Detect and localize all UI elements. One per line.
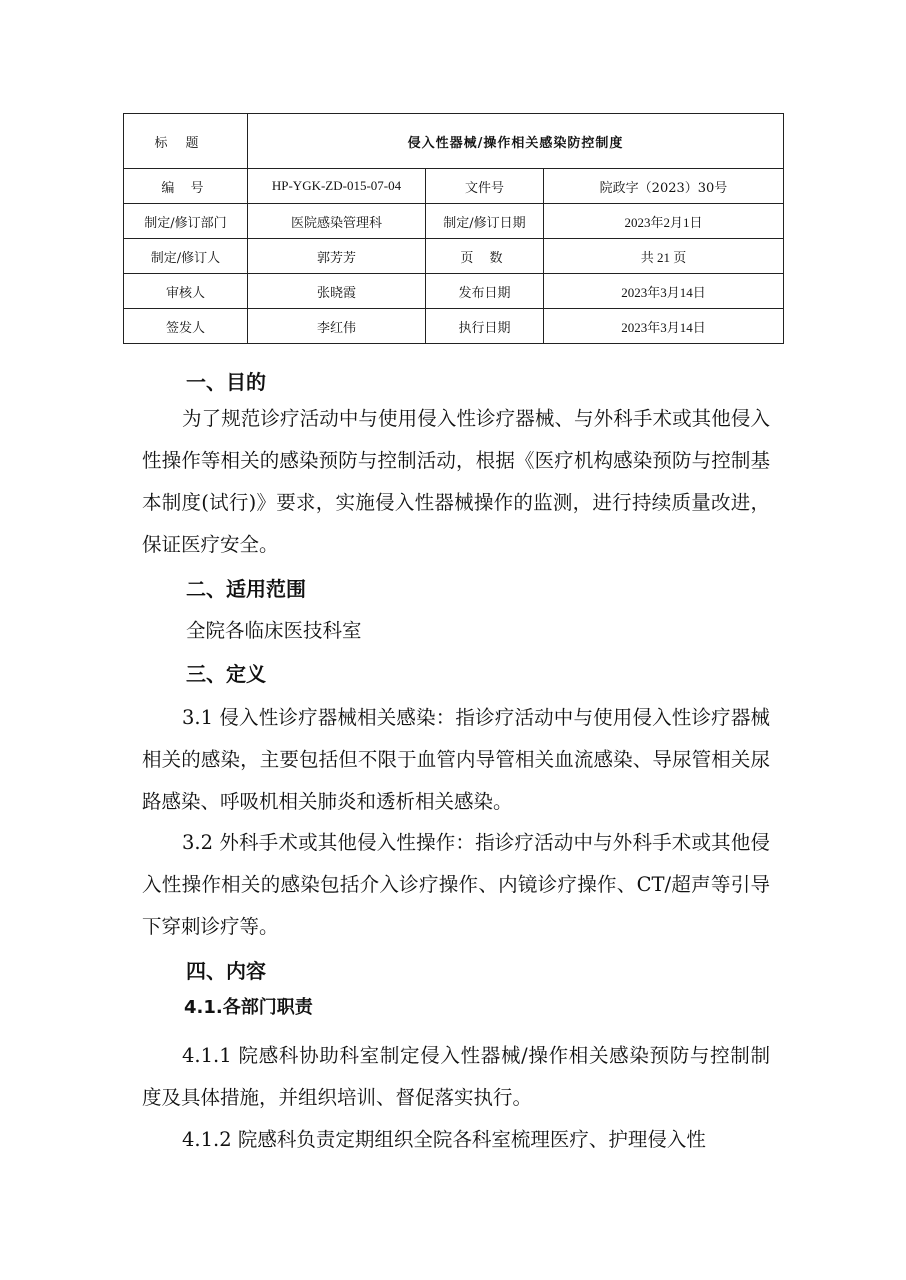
- document-info-table: [123, 113, 784, 344]
- table-row: [124, 204, 784, 239]
- title-label: 标题: [124, 114, 248, 169]
- table-row: [124, 239, 784, 274]
- purpose-paragraph: 为了规范诊疗活动中与使用侵入性诊疗器械、与外科手术或其他侵入性操作等相关的感染预防与控制活动，根据《医疗机构感染预防与控制基本制度(试行)》要求，实施侵入性器械操作的监测，进行持续质量改进，保证医疗安全。: [142, 407, 770, 556]
- table-cell: 2023年3月14日: [544, 274, 784, 309]
- table-cell: 郭芳芳: [248, 239, 426, 274]
- table-cell: 文件号: [426, 169, 544, 204]
- table-cell: 签发人: [124, 309, 248, 344]
- definition-paragraph-2: 3.2 外科手术或其他侵入性操作：指诊疗活动中与外科手术或其他侵入性操作相关的感染包括介入诊疗操作、内镜诊疗操作、CT/超声等引导下穿刺诊疗等。: [142, 831, 770, 938]
- document-title: 侵入性器械/操作相关感染防控制度: [248, 114, 784, 169]
- table-cell: 制定/修订日期: [426, 204, 544, 239]
- table-cell: 共 21 页: [544, 239, 784, 274]
- table-cell: 审核人: [124, 274, 248, 309]
- table-cell: 制定/修订部门: [124, 204, 248, 239]
- section-heading-definition: 三、定义: [186, 662, 266, 686]
- section-heading-purpose: 一、目的: [186, 370, 266, 394]
- table-cell: 2023年3月14日: [544, 309, 784, 344]
- table-cell: 张晓霞: [248, 274, 426, 309]
- table-cell: HP-YGK-ZD-015-07-04: [248, 169, 426, 204]
- scope-text: 全院各临床医技科室: [186, 619, 362, 642]
- section-heading-content: 四、内容: [186, 959, 266, 983]
- table-cell: 制定/修订人: [124, 239, 248, 274]
- definition-paragraph-1: 3.1 侵入性诊疗器械相关感染：指诊疗活动中与使用侵入性诊疗器械相关的感染，主要包括但不限于血管内导管相关血流感染、导尿管相关尿路感染、呼吸机相关肺炎和透析相关感染。: [142, 706, 770, 813]
- table-row: [124, 309, 784, 344]
- table-row: [124, 169, 784, 204]
- table-cell: 页 数: [426, 239, 544, 274]
- table-cell: 执行日期: [426, 309, 544, 344]
- table-row: [124, 274, 784, 309]
- table-cell: 李红伟: [248, 309, 426, 344]
- content-paragraph-1: 4.1.1 院感科协助科室制定侵入性器械/操作相关感染预防与控制制度及具体措施，并组织培训、督促落实执行。: [142, 1044, 770, 1109]
- section-heading-scope: 二、适用范围: [186, 577, 306, 601]
- table-cell: 编 号: [124, 169, 248, 204]
- content-paragraph-2: 4.1.2 院感科负责定期组织全院各科室梳理医疗、护理侵入性: [182, 1128, 706, 1151]
- table-cell: 发布日期: [426, 274, 544, 309]
- title-row: [124, 114, 784, 169]
- table-cell: 院政字（2023）30号: [544, 169, 784, 204]
- subsection-heading-responsibilities: 4.1.各部门职责: [184, 997, 313, 1018]
- table-cell: 医院感染管理科: [248, 204, 426, 239]
- table-cell: 2023年2月1日: [544, 204, 784, 239]
